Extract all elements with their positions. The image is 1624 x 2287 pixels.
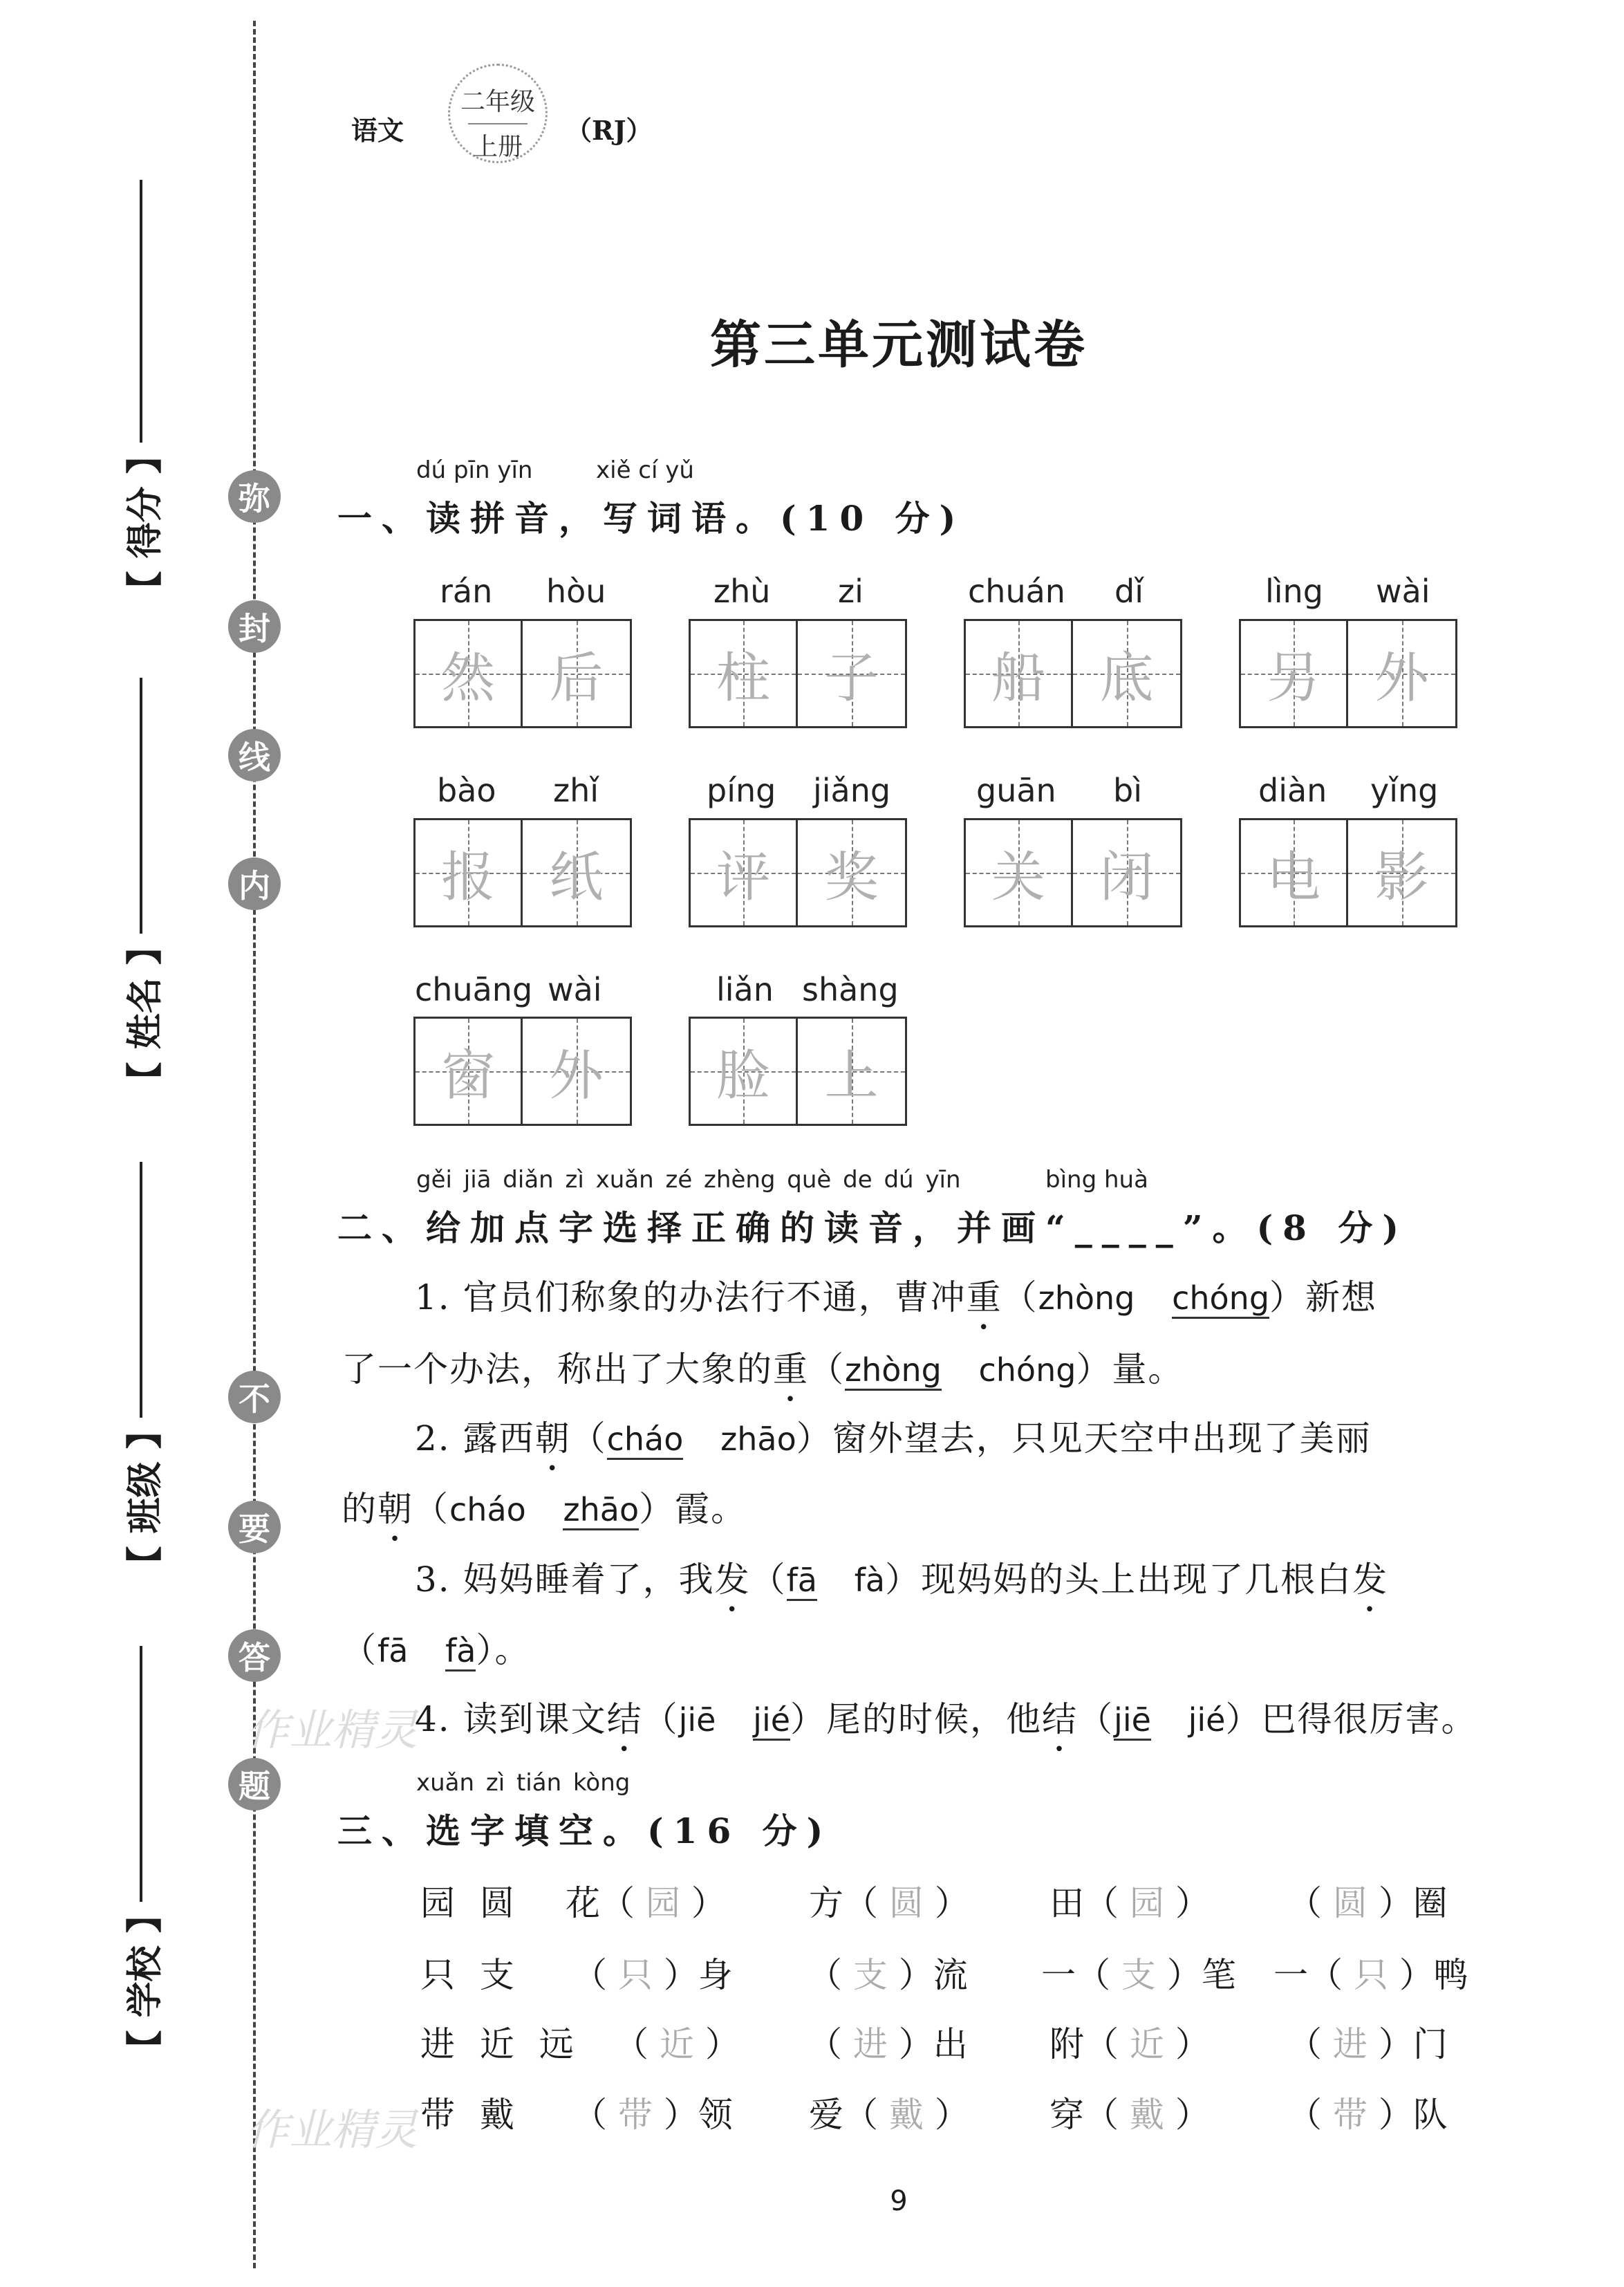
traced-char: 电 [1266,846,1320,909]
grade-badge [448,64,548,163]
page-title: 第三单元测试卷 [710,315,1088,375]
edition-label: （RJ） [566,115,653,146]
word-pinyin: liǎn [716,971,774,1008]
choice-chars: 只 支 [420,1955,514,1995]
word-pinyin: zhǐ [553,772,599,809]
word-pinyin: dǐ [1114,573,1144,610]
traced-char: 船 [991,647,1045,710]
seal-char: 封 [228,600,281,653]
pinyin-hint: bìng huà [1045,1166,1148,1194]
traced-char: 外 [549,1045,604,1107]
seal-char: 题 [228,1758,281,1811]
choice-chars: 园 圆 [420,1883,514,1923]
subject-label: 语文 [351,115,404,146]
fill-item: 穿（ 戴 ） [1049,2095,1210,2135]
score-label: 【 得分 】 [124,438,167,607]
section-heading: 二、给加点字选择正确的读音，并画“____”。(8 分) [337,1207,1409,1248]
word-pinyin: bào [437,772,496,809]
traced-char: 关 [991,846,1045,909]
question-line: 的朝（cháo zhāo）霞。 [342,1489,747,1529]
tianzige-box [413,818,632,927]
fill-item: （ 圆 ）圈 [1287,1883,1448,1923]
traced-char: 另 [1266,647,1320,710]
question-line: 3. 妈妈睡着了，我发（fā fà）现妈妈的头上出现了几根白发 [415,1559,1389,1600]
class-line [140,1162,142,1418]
traced-char: 评 [716,846,770,909]
volume-label: 上册 [468,123,528,163]
fill-item: 一（ 只 ）鸭 [1273,1955,1468,1995]
word-pinyin: shàng [802,971,899,1008]
seal-char: 答 [228,1629,281,1682]
fill-item: 附（ 近 ） [1049,2024,1210,2064]
tianzige-box [413,1017,632,1126]
word-pinyin: wài [1376,573,1430,610]
seal-char: 内 [228,858,281,910]
traced-char: 子 [824,647,879,710]
pinyin-hint: xuǎn zì tián kòng [416,1769,631,1797]
pinyin-hint: gěi jiā diǎn zì xuǎn zé zhèng què de dú yīn [416,1166,961,1194]
question-line: 1. 官员们称象的办法行不通，曹冲重（zhòng chóng）新想 [415,1277,1378,1317]
section-heading: 一、读拼音，写词语。(10 分) [337,498,966,539]
tianzige-box [689,619,907,728]
fill-item: （ 只 ）身 [572,1955,733,1995]
pinyin-hint: xiě cí yǔ [596,456,694,484]
traced-char: 脸 [716,1045,770,1107]
school-label: 【 学校 】 [124,1897,167,2066]
fill-item: 花（ 园 ） [566,1883,726,1923]
fill-item: （ 进 ）出 [808,2024,968,2064]
word-pinyin: bì [1113,772,1142,809]
traced-char: 柱 [716,647,770,710]
traced-char: 影 [1374,846,1429,909]
traced-char: 然 [440,647,495,710]
traced-char: 后 [549,647,604,710]
word-pinyin: chuāng [415,971,533,1008]
word-pinyin: zhù [713,573,771,610]
fill-item: （ 进 ）门 [1287,2024,1448,2064]
seal-char: 要 [228,1501,281,1553]
traced-char: 报 [440,846,495,909]
word-pinyin: hòu [546,573,606,610]
fill-item: （ 带 ）领 [572,2095,733,2135]
pinyin-hint: dú pīn yīn [416,456,533,484]
word-pinyin: guān [976,772,1056,809]
word-pinyin: píng [707,772,776,809]
word-pinyin: zi [838,573,864,610]
name-line [140,678,142,934]
traced-char: 闭 [1099,846,1154,909]
tianzige-box [1239,818,1457,927]
tianzige-box [964,619,1182,728]
fill-item: 田（ 园 ） [1049,1883,1210,1923]
watermark: 作业精灵 [246,2104,418,2155]
choice-chars: 带 戴 [420,2095,514,2135]
word-pinyin: lìng [1265,573,1323,610]
tianzige-box [689,1017,907,1126]
word-pinyin: rán [440,573,493,610]
page-number: 9 [890,2185,908,2217]
word-pinyin: chuán [968,573,1065,610]
question-line: 了一个办法，称出了大象的重（zhòng chóng）量。 [342,1349,1184,1389]
name-label: 【 姓名 】 [124,929,167,1098]
tianzige-box [413,619,632,728]
traced-char: 奖 [824,846,879,909]
choice-chars: 进 近 远 [420,2024,574,2064]
fill-item: （ 带 ）队 [1287,2095,1448,2135]
fill-item: 一（ 支 ）笔 [1041,1955,1236,1995]
word-pinyin: diàn [1258,772,1327,809]
traced-char: 纸 [549,846,604,909]
tianzige-box [689,818,907,927]
traced-char: 外 [1374,647,1429,710]
watermark: 作业精灵 [246,1705,418,1755]
seal-char: 不 [228,1371,281,1423]
seal-char: 弥 [228,470,281,523]
fill-item: （ 近 ） [614,2024,740,2064]
question-line: （fā fà）。 [342,1630,531,1670]
school-line [140,1646,142,1902]
word-pinyin: jiǎng [813,772,891,809]
class-label: 【 班级 】 [124,1413,167,1582]
fill-item: 方（ 圆 ） [809,1883,969,1923]
question-line: 2. 露西朝（cháo zhāo）窗外望去，只见天空中出现了美丽 [415,1418,1372,1459]
tianzige-box [1239,619,1457,728]
section-heading: 三、选字填空。(16 分) [337,1811,833,1851]
fill-item: 爱（ 戴 ） [809,2095,969,2135]
question-line: 4. 读到课文结（jiē jié）尾的时候，他结（jiē jié）巴得很厉害。 [415,1699,1477,1739]
traced-char: 底 [1099,647,1154,710]
seal-char: 线 [228,729,281,781]
traced-char: 上 [824,1045,879,1107]
word-pinyin: yǐng [1370,772,1439,809]
traced-char: 窗 [440,1045,495,1107]
word-pinyin: wài [548,971,602,1008]
grade-label: 二年级 [460,88,535,116]
tianzige-box [964,818,1182,927]
fill-item: （ 支 ）流 [808,1955,968,1995]
